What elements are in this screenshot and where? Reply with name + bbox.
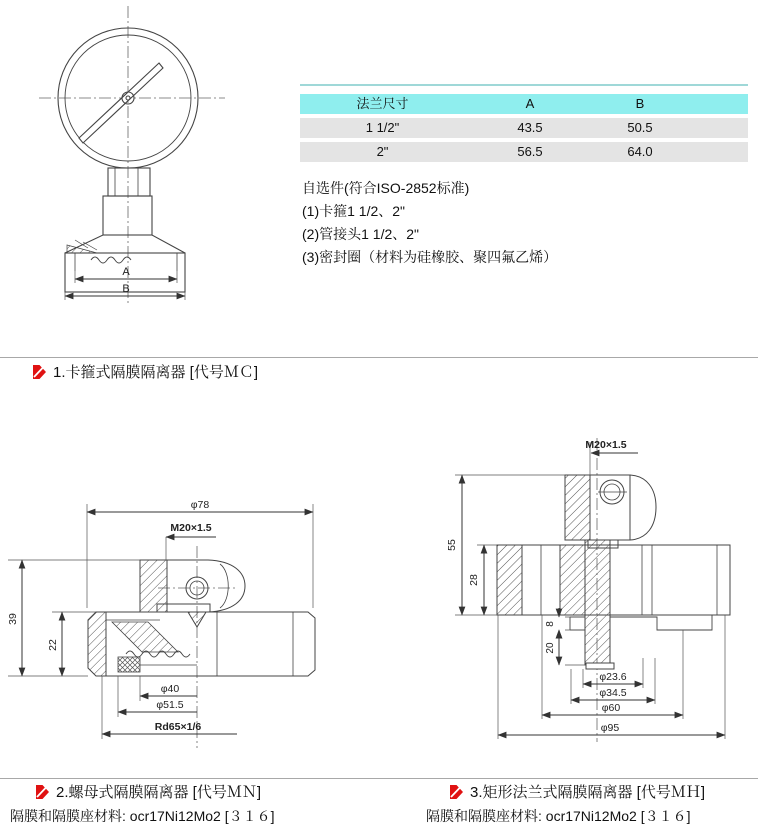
- gauge-centerlines: [39, 6, 225, 304]
- mn-seal-drawing: [0, 420, 350, 760]
- dim-label-h20: 20: [545, 642, 556, 654]
- dim-label-h39: 39: [7, 613, 19, 625]
- options-item: (1)卡箍1 1/2、2": [302, 203, 406, 219]
- table-header-row: [300, 94, 748, 114]
- dim-label-dia51-5: φ51.5: [156, 699, 184, 711]
- table-top-rule: [300, 84, 748, 86]
- mh-seal-drawing: [420, 428, 758, 750]
- diaphragm-wave: [91, 257, 131, 263]
- cell-b: 64.0: [627, 144, 653, 159]
- section-mn-material: 隔膜和隔膜座材料: ocr17Ni12Mo2 [３１６]: [10, 808, 275, 824]
- dim-label-dia34-5: φ34.5: [599, 687, 627, 699]
- red-arrow-icon: [33, 365, 46, 379]
- dim-label-a: A: [122, 266, 130, 278]
- table-row: [300, 118, 748, 138]
- options-item: (2)管接头1 1/2、2": [302, 226, 420, 242]
- dim-label-b: B: [122, 283, 130, 295]
- options-title: 自选件(符合ISO-2852标准): [302, 180, 470, 196]
- cell-a: 43.5: [517, 120, 543, 135]
- dim-label-h55: 55: [446, 539, 458, 551]
- divider: [0, 357, 758, 358]
- cell-size: 2": [376, 144, 389, 159]
- dim-label-h22: 22: [47, 639, 59, 651]
- cell-size: 1 1/2": [365, 120, 400, 135]
- options-item: (3)密封圈（材料为硅橡胶、聚四氟乙烯）: [302, 249, 558, 265]
- col-header-a: A: [525, 96, 535, 111]
- col-header-b: B: [635, 96, 645, 111]
- red-arrow-icon: [450, 785, 463, 799]
- dim-label-rd65: Rd65×1/6: [154, 721, 202, 733]
- dim-label-thread: M20×1.5: [585, 439, 627, 451]
- table-row: [300, 142, 748, 162]
- dim-label-dia23-6: φ23.6: [599, 671, 627, 683]
- section-mc-title-row: [33, 361, 258, 382]
- section-mc-title: 1.卡箍式隔膜隔离器 [代号ＭＣ]: [53, 364, 259, 381]
- section-mh-block: [426, 781, 705, 825]
- dim-label-h8: 8: [545, 621, 556, 627]
- dim-label-dia78: φ78: [190, 499, 210, 511]
- col-header-flange-size: 法兰尺寸: [356, 96, 409, 111]
- cell-a: 56.5: [517, 144, 543, 159]
- dim-label-dia60: φ60: [601, 702, 621, 714]
- dim-label-dia40: φ40: [160, 683, 180, 695]
- optional-parts-block: [302, 177, 557, 269]
- section-mh-title: 3.矩形法兰式隔膜隔离器 [代号ＭＨ]: [470, 784, 706, 801]
- gauge-needle: [79, 63, 163, 143]
- section-mn-title: 2.螺母式隔膜隔离器 [代号ＭＮ]: [56, 784, 262, 801]
- flange-size-table: [300, 84, 748, 166]
- divider: [0, 778, 758, 779]
- dim-label-h28: 28: [468, 574, 480, 586]
- dim-label-thread: M20×1.5: [170, 522, 212, 534]
- section-mn-block: [10, 781, 275, 825]
- cell-b: 50.5: [627, 120, 653, 135]
- dim-label-dia95: φ95: [600, 722, 620, 734]
- section-mh-material: 隔膜和隔膜座材料: ocr17Ni12Mo2 [３１６]: [426, 808, 691, 824]
- red-arrow-icon: [36, 785, 49, 799]
- gauge-drawing: [25, 2, 240, 308]
